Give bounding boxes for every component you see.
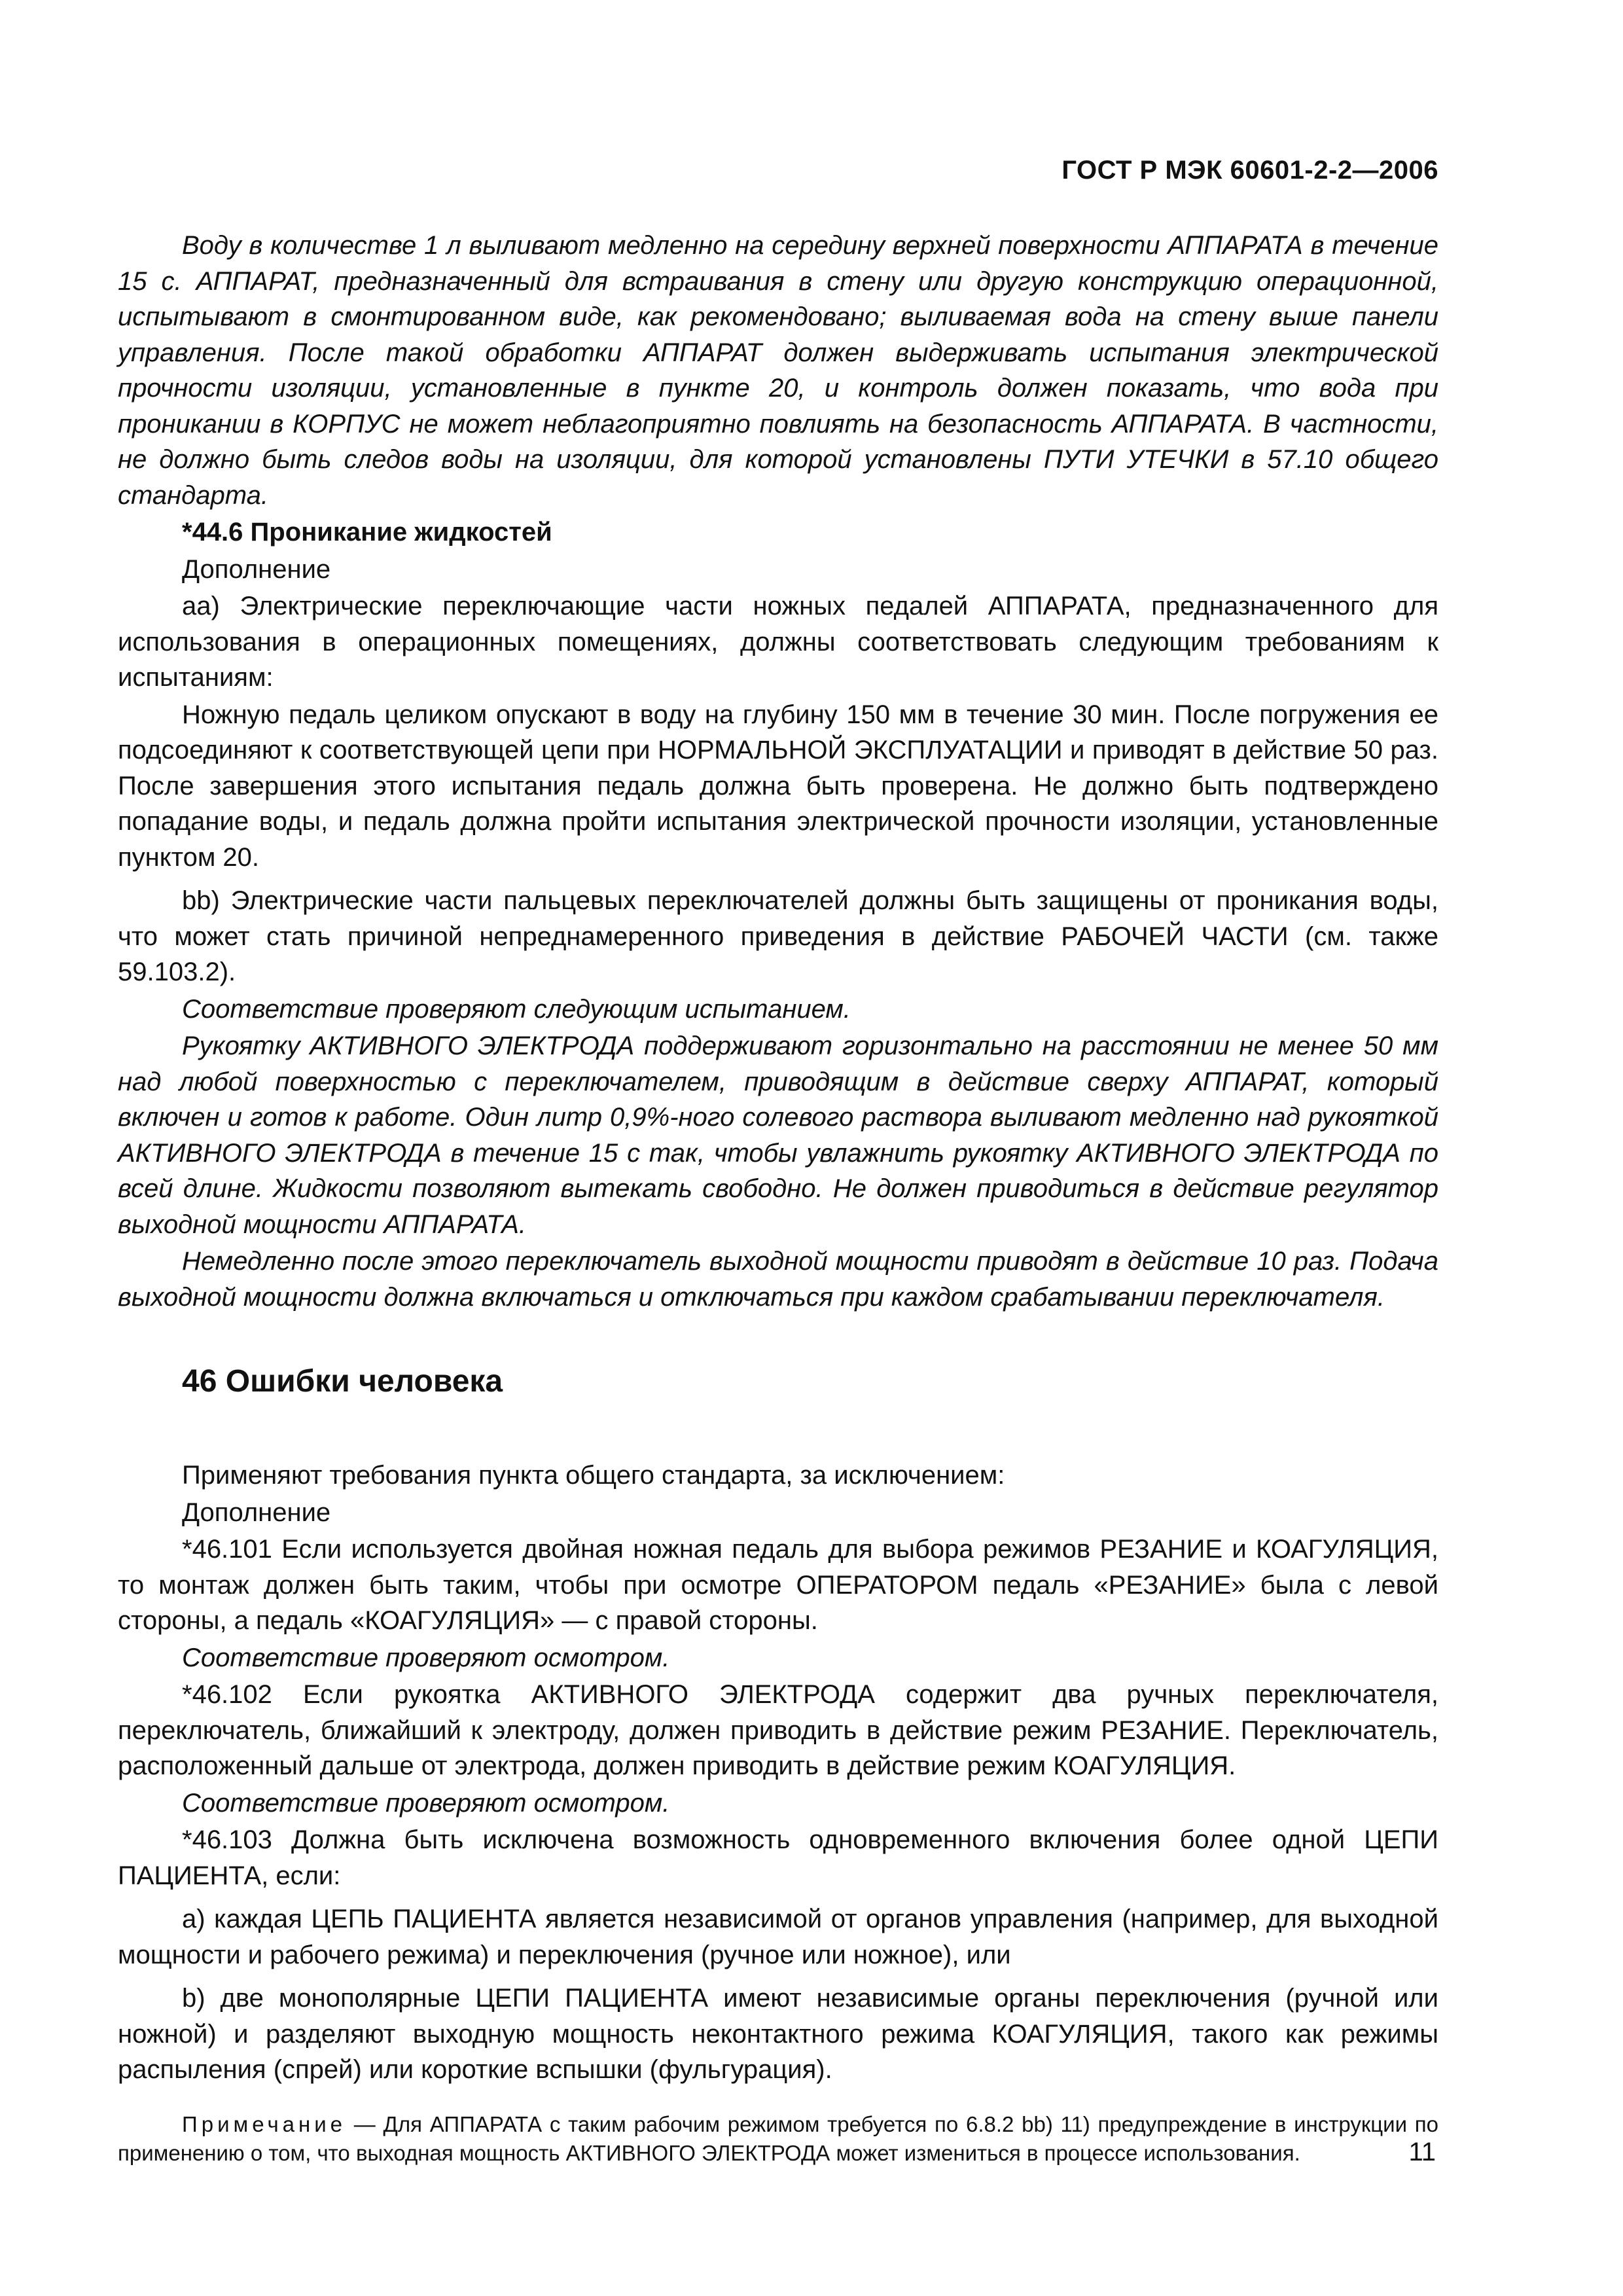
item-aa: аа) Электрические переключающие части ножных педалей АППАРАТА, предназначенного для использования в операционных помещениях, должны соответствовать следующим требованиям к испытаниям:	[118, 592, 1438, 692]
section-heading-46: 46 Ошибки человека	[182, 1364, 503, 1399]
switch-test-paragraph: Немедленно после этого переключатель выходной мощности приводят в действие 10 раз. Подача выходной мощности должна включаться и отключаться при каждом срабатывании переключателя.	[118, 1247, 1438, 1312]
addition-label: Дополнение	[182, 554, 331, 584]
page-number: 11	[1408, 2138, 1436, 2166]
clause-46-102: *46.102 Если рукоятка АКТИВНОГО ЭЛЕКТРОДА содержит два ручных переключателя, переключатель, ближайший к электроду, должен приводить в действие режим РЕЗАНИЕ. Переключатель, расположенный дальше от электрода, должен приводить в действие режим КОАГУЛЯЦИЯ.	[118, 1680, 1438, 1780]
clause-46-103: *46.103 Должна быть исключена возможность одновременного включения более одной ЦЕПИ ПАЦИЕНТА, если:	[118, 1825, 1438, 1890]
handle-test-paragraph: Рукоятку АКТИВНОГО ЭЛЕКТРОДА поддерживают горизонтально на расстоянии не менее 50 мм над любой поверхностью с переключателем, приводящим в действие сверху АППАРАТ, который включен и готов к работе. Один литр 0,9%-ного солевого раствора выливают медленно над рукояткой АКТИВНОГО ЭЛЕКТРОДА в течение 15 с так, чтобы увлажнить рукоятку АКТИВНОГО ЭЛЕКТРОДА по всей длине. Жидкости позволяют вытекать свободно. Не должен приводиться в действие регулятор выходной мощности АППАРАТА.	[118, 1031, 1438, 1239]
addition-label: Дополнение	[182, 1498, 331, 1527]
note-label: Примечание	[182, 2111, 347, 2136]
document-body	[118, 228, 1438, 2168]
note-text: — Для АППАРАТА с таким рабочим режимом требуется по 6.8.2 bb) 11) предупреждение в инструкции по применению о том, что выходная мощность АКТИВНОГО ЭЛЕКТРОДА может измениться в процессе использования.	[118, 2111, 1438, 2165]
note-paragraph	[118, 2110, 1438, 2168]
item-b: b) две монополярные ЦЕПИ ПАЦИЕНТА имеют независимые органы переключения (ручной или ножной) и разделяют выходную мощность неконтактного режима КОАГУЛЯЦИЯ, такого как режимы распыления (спрей) или короткие вспышки (фульгурация).	[118, 1984, 1438, 2084]
section-heading-44-6: *44.6 Проникание жидкостей	[182, 518, 552, 547]
compliance-note: Соответствие проверяют осмотром.	[182, 1643, 670, 1672]
standard-code-header: ГОСТ Р МЭК 60601-2-2—2006	[1061, 156, 1438, 185]
clause-46-101: *46.101 Если используется двойная ножная педаль для выбора режимов РЕЗАНИЕ и КОАГУЛЯЦИЯ, то монтаж должен быть таким, чтобы при осмотре ОПЕРАТОРОМ педаль «РЕЗАНИЕ» была с левой стороны, а педаль «КОАГУЛЯЦИЯ» — с правой стороны.	[118, 1535, 1438, 1635]
item-aa-test: Ножную педаль целиком опускают в воду на глубину 150 мм в течение 30 мин. После погружения ее подсоединяют к соответствующей цепи при НОРМАЛЬНОЙ ЭКСПЛУАТАЦИИ и приводят в действие 50 раз. После завершения этого испытания педаль должна быть проверена. Не должно быть подтверждено попадание воды, и педаль должна пройти испытания электрической прочности изоляции, установленные пунктом 20.	[118, 700, 1438, 872]
water-test-paragraph: Воду в количестве 1 л выливают медленно на середину верхней поверхности АППАРАТА в течение 15 с. АППАРАТ, предназначенный для встраивания в стену или другую конструкцию операционной, испытывают в смонтированном виде, как рекомендовано; выливаемая вода на стену выше панели управления. После такой обработки АППАРАТ должен выдерживать испытания электрической прочности изоляции, установленные в пункте 20, и контроль должен показать, что вода при проникании в КОРПУС не может неблагоприятно повлиять на безопасность АППАРАТА. В частности, не должно быть следов воды на изоляции, для которой установлены ПУТИ УТЕЧКИ в 57.10 общего стандарта.	[118, 231, 1438, 510]
item-a: а) каждая ЦЕПЬ ПАЦИЕНТА является независимой от органов управления (например, для выходной мощности и рабочего режима) и переключения (ручное или ножное), или	[118, 1905, 1438, 1969]
compliance-note: Соответствие проверяют следующим испытанием.	[182, 994, 851, 1024]
compliance-note: Соответствие проверяют осмотром.	[182, 1788, 670, 1818]
apply-requirements: Применяют требования пункта общего стандарта, за исключением:	[182, 1461, 1005, 1490]
item-bb: bb) Электрические части пальцевых переключателей должны быть защищены от проникания воды, что может стать причиной непреднамеренного приведения в действие РАБОЧЕЙ ЧАСТИ (см. также 59.103.2).	[118, 886, 1438, 986]
